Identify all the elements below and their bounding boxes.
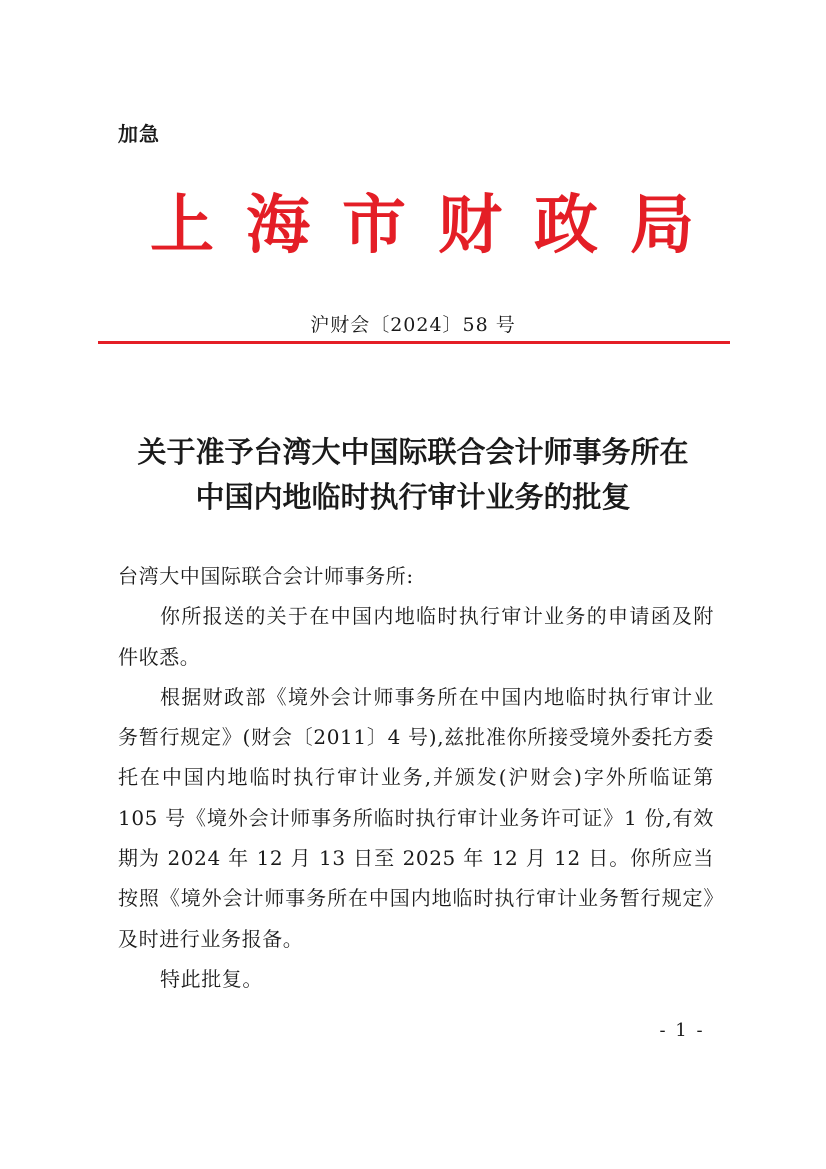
issuer-title: 上海市财政局 (150, 188, 726, 263)
document-body (118, 556, 714, 999)
document-title-line-1: 关于准予台湾大中国际联合会计师事务所在 (137, 435, 689, 469)
document-title (100, 430, 726, 520)
page-number: - 1 - (659, 1020, 705, 1041)
urgency-label: 加急 (118, 122, 160, 146)
paragraph-closing: 特此批复。 (160, 966, 263, 991)
document-number: 沪财会〔2024〕58 号 (310, 314, 516, 336)
salutation: 台湾大中国际联合会计师事务所: (118, 564, 414, 588)
paragraph-approval: 根据财政部《境外会计师事务所在中国内地临时执行审计业务暂行规定》(财会〔2011〕4 号),兹批准你所接受境外委托方委托在中国内地临时执行审计业务,并颁发(沪财会)字外所临证第 105 号《境外会计师事务所临时执行审计业务许可证》1 份,有效期为 2024 年 12 月 13 日至 2025 年 12 月 12 日。你所应当按照《境外会计师事务所在中国内地临时执行审计业务暂行规定》及时进行业务报备。 (118, 684, 714, 951)
document-title-line-2: 中国内地临时执行审计业务的批复 (195, 480, 631, 514)
paragraph-receipt: 你所报送的关于在中国内地临时执行审计业务的申请函及附件收悉。 (118, 604, 714, 669)
red-divider (98, 341, 730, 344)
